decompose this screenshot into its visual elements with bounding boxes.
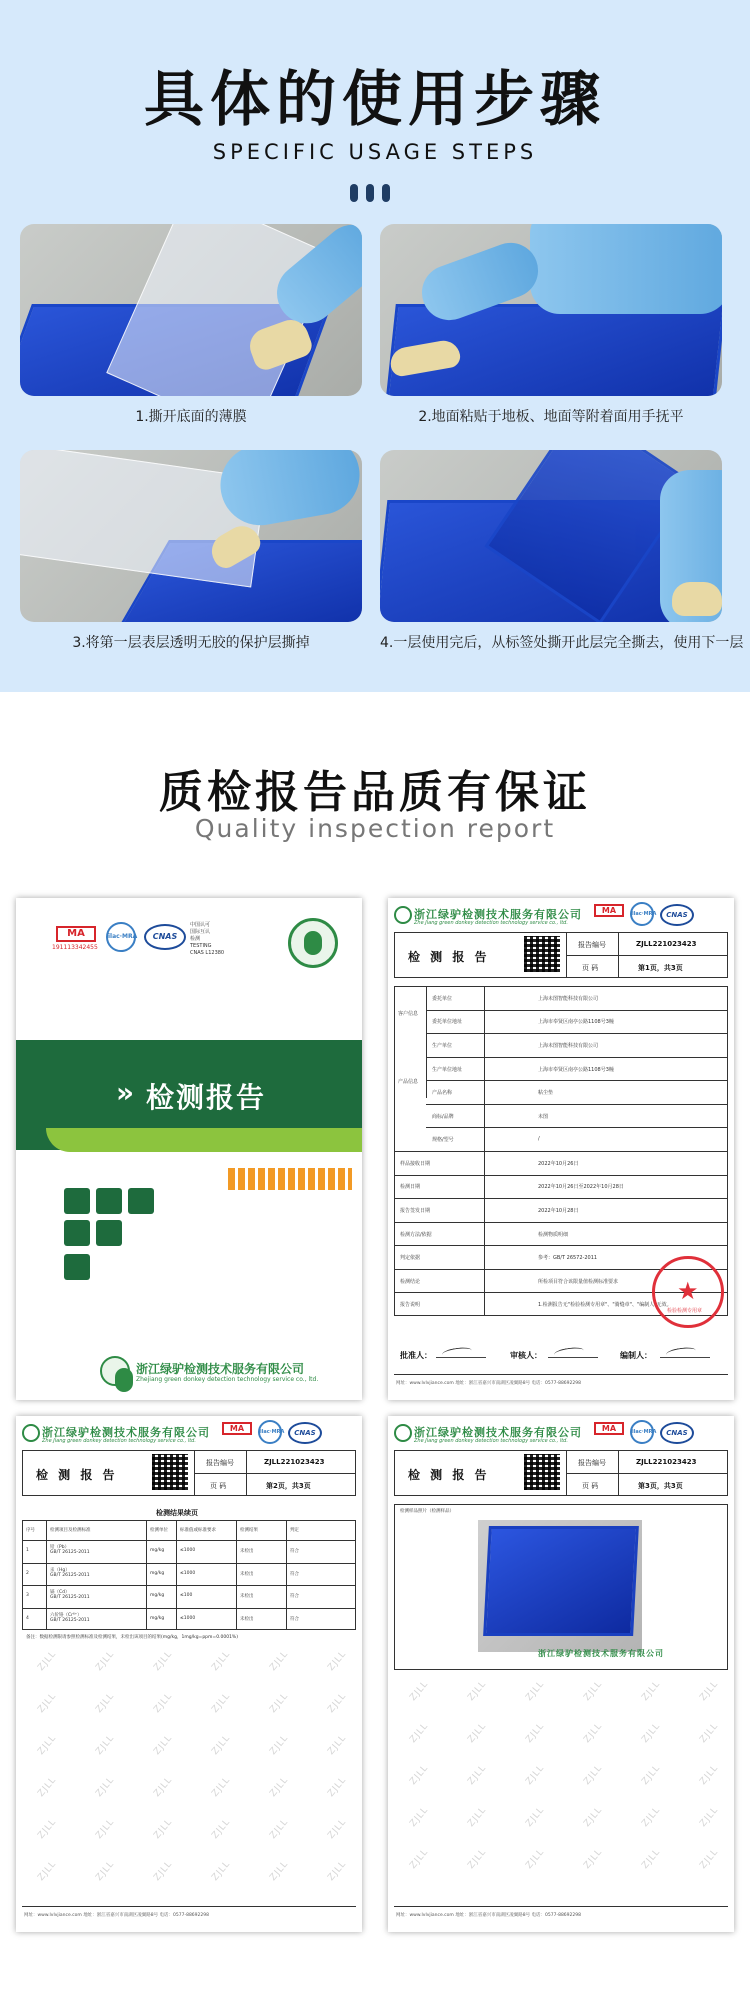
step-3-photo (20, 450, 362, 622)
step-3-caption: 3.将第一层表层透明无胶的保护层撕掉 (72, 635, 310, 651)
watermark-text: ZJLL (94, 1859, 117, 1883)
watermark-text: ZJLL (524, 1805, 547, 1829)
results-cell-result: 未检出 (240, 1571, 254, 1577)
watermark-text: ZJLL (152, 1859, 175, 1883)
info-row-label: 委托单位地址 (432, 1019, 463, 1026)
compiler-label: 编制人： (620, 1351, 652, 1360)
qr-code-icon (152, 1454, 188, 1490)
report-company-name-en: Zhe Jiang green donkey detection technology service co., ltd. (414, 920, 568, 926)
page-label: 页 码 (582, 964, 599, 972)
results-cell-result: 未检出 (240, 1616, 254, 1622)
donkey-logo-icon (288, 918, 338, 968)
info-row-value: 2022年10月26日 (538, 1160, 579, 1167)
cover-square (64, 1254, 90, 1280)
results-header-cell: 序号 (26, 1528, 35, 1533)
watermark-text: ZJLL (326, 1817, 349, 1841)
results-cell-result: 未检出 (240, 1594, 254, 1599)
results-cell-limit: ≤1000 (180, 1615, 196, 1621)
watermark-text: ZJLL (582, 1847, 605, 1871)
report-page-2 (16, 1416, 362, 1932)
ma-logo: MA (594, 904, 624, 917)
report-no-value: ZJLL221023423 (264, 1458, 325, 1466)
results-cell-unit: mg/kg (150, 1570, 165, 1576)
watermark-text: ZJLL (524, 1679, 547, 1703)
page-value: 第1页，共3页 (638, 964, 683, 972)
group-label: 客户信息 (398, 1011, 419, 1017)
cover-company-name: 浙江绿驴检测技术服务有限公司 (136, 1362, 305, 1376)
watermark-text: ZJLL (698, 1679, 721, 1703)
company-logo-icon (394, 906, 412, 924)
report-no-label: 报告编号 (578, 941, 606, 949)
reviewer-signature (548, 1348, 598, 1358)
cnas-logo: CNAS (144, 924, 186, 950)
results-cell-unit: mg/kg (150, 1548, 165, 1553)
info-row-value: 1.检测报告无"检验检测专用章"、"骑缝章"、"编制人"无效。 (538, 1302, 672, 1309)
watermark-text: ZJLL (268, 1817, 291, 1841)
decorative-dots (350, 184, 390, 202)
step-card-2 (380, 224, 722, 426)
results-cell-item: 六价铬（Cr⁶⁺） GB/T 26125-2011 (50, 1612, 90, 1623)
report-header-title: 检 测 报 告 (408, 950, 490, 964)
info-row-value: 所检项目符合该限量值检测标准要求 (538, 1278, 619, 1285)
watermark-text: ZJLL (36, 1649, 59, 1673)
watermark-text: ZJLL (640, 1763, 663, 1787)
qr-code-icon (524, 936, 560, 972)
results-header-cell: 检测单位 (150, 1528, 168, 1533)
info-row-label: 样品接收日期 (400, 1160, 431, 1167)
approver-signature (436, 1348, 486, 1358)
cover-company-name-en: Zhejiang green donkey detection technology service co., ltd. (136, 1376, 319, 1383)
results-cell-no: 3 (26, 1593, 29, 1598)
ilac-mra-icon: ilac·MRA (630, 1420, 654, 1444)
watermark-text: ZJLL (582, 1763, 605, 1787)
info-row-label: 检测方法/依据 (400, 1231, 432, 1238)
info-row-label: 检测结论 (400, 1278, 421, 1285)
watermark-text: ZJLL (408, 1763, 431, 1787)
ma-number: 191113342455 (52, 944, 98, 951)
results-cell-judge: 符合 (290, 1549, 299, 1554)
results-header-cell: 检测结果 (240, 1528, 258, 1533)
company-logo-icon (22, 1424, 40, 1442)
results-cell-limit: ≤1000 (180, 1570, 196, 1576)
report-header-title: 检 测 报 告 (36, 1468, 118, 1482)
watermark-text: ZJLL (268, 1691, 291, 1715)
watermark-text: ZJLL (36, 1775, 59, 1799)
results-cell-item: 汞（Hg） GB/T 26125-2011 (50, 1567, 90, 1578)
photo-caption: 检测样品照片（检测样品） (400, 1509, 454, 1514)
step-2-caption: 2.地面粘贴于地板、地面等附着面用手抚平 (418, 409, 684, 425)
report-page-1 (388, 898, 734, 1400)
cover-orange-pattern (228, 1168, 352, 1190)
info-row-value: 上海市奉贤区南亭公路1108号3幢 (538, 1019, 614, 1026)
results-header-cell: 标准值或标准要求 (180, 1528, 216, 1533)
results-table-title: 检测结果续页 (156, 1509, 198, 1517)
photo-watermark-company: 浙江绿驴检测技术服务有限公司 (538, 1649, 664, 1658)
watermark-text: ZJLL (152, 1817, 175, 1841)
report-footer: 网址：www.lvlvjiance.com 地址：浙江省嘉兴市南湖区凌翼路8号 电话：0577-88692298 (396, 1913, 581, 1918)
step-4-photo (380, 450, 722, 622)
cover-square (96, 1220, 122, 1246)
report-footer: 网址：www.lvlvjiance.com 地址：浙江省嘉兴市南湖区凌翼路8号 电话：0577-88692298 (396, 1381, 581, 1386)
watermark-text: ZJLL (698, 1763, 721, 1787)
ilac-mra-icon: ilac·MRA (630, 902, 654, 926)
cover-square (64, 1188, 90, 1214)
watermark-text: ZJLL (408, 1847, 431, 1871)
report-page-3 (388, 1416, 734, 1932)
info-row-label: 生产单位地址 (432, 1066, 463, 1073)
results-cell-item: 铅（Pb） GB/T 26125-2011 (50, 1545, 90, 1555)
watermark-text: ZJLL (698, 1847, 721, 1871)
group-label: 产品信息 (398, 1079, 419, 1085)
cover-report-title: 检测报告 (146, 1081, 267, 1114)
cover-square (128, 1188, 154, 1214)
ma-logo: MA (222, 1422, 252, 1435)
report-header-title: 检 测 报 告 (408, 1468, 490, 1482)
cover-green-accent (46, 1128, 362, 1152)
watermark-text: ZJLL (210, 1859, 233, 1883)
watermark-text: ZJLL (326, 1733, 349, 1757)
watermark-text: ZJLL (466, 1721, 489, 1745)
compiler-signature (660, 1348, 710, 1358)
watermark-text: ZJLL (36, 1817, 59, 1841)
quality-subtitle: Quality inspection report (194, 814, 556, 843)
step-1-caption: 1.撕开底面的薄膜 (135, 409, 247, 425)
watermark-text: ZJLL (698, 1805, 721, 1829)
report-cover (16, 898, 362, 1400)
ilac-mra-icon: ilac·MRA (258, 1420, 282, 1444)
watermark-text: ZJLL (326, 1775, 349, 1799)
watermark-text: ZJLL (94, 1817, 117, 1841)
results-cell-judge: 符合 (290, 1616, 299, 1622)
stamp-text: 检验检测专用章 (667, 1308, 703, 1314)
results-cell-judge: 符合 (290, 1594, 299, 1599)
report-company-name: 浙江绿驴检测技术服务有限公司 (414, 908, 582, 921)
results-cell-no: 4 (26, 1615, 29, 1621)
info-row-label: 规格/型号 (432, 1137, 454, 1144)
info-row-label: 判定依据 (400, 1255, 421, 1262)
watermark-text: ZJLL (524, 1721, 547, 1745)
watermark-text: ZJLL (640, 1805, 663, 1829)
watermark-text: ZJLL (152, 1733, 175, 1757)
report-no-value: ZJLL221023423 (636, 1458, 697, 1466)
watermark-text: ZJLL (94, 1691, 117, 1715)
watermark-text: ZJLL (210, 1649, 233, 1673)
info-row-value: 检测物质明细 (538, 1231, 569, 1238)
step-card-3 (20, 450, 362, 652)
watermark-text: ZJLL (466, 1805, 489, 1829)
info-row-value: 未图 (538, 1113, 549, 1120)
watermark-text: ZJLL (36, 1691, 59, 1715)
watermark-text: ZJLL (268, 1649, 291, 1673)
company-logo-icon (394, 1424, 412, 1442)
report-no-value: ZJLL221023423 (636, 940, 697, 948)
page-value: 第3页，共3页 (638, 1482, 683, 1490)
ilac-mra-icon: ilac·MRA (106, 922, 136, 952)
watermark-text: ZJLL (210, 1691, 233, 1715)
ma-logo: MA (56, 926, 96, 942)
report-company-name: 浙江绿驴检测技术服务有限公司 (414, 1426, 582, 1439)
info-row-value: 上海未图智能科技有限公司 (538, 1042, 599, 1049)
watermark-text: ZJLL (152, 1775, 175, 1799)
info-row-label: 报告签发日期 (400, 1207, 431, 1214)
report-no-label: 报告编号 (206, 1459, 234, 1467)
qr-code-icon (524, 1454, 560, 1490)
info-row-label: 产品名称 (432, 1090, 453, 1097)
watermark-text: ZJLL (466, 1847, 489, 1871)
watermark-text: ZJLL (640, 1679, 663, 1703)
watermark-text: ZJLL (408, 1805, 431, 1829)
page-value: 第2页，共3页 (266, 1482, 311, 1490)
cover-square (96, 1188, 122, 1214)
watermark-text: ZJLL (582, 1679, 605, 1703)
info-row-label: 商标/品牌 (432, 1113, 454, 1120)
watermark-text: ZJLL (524, 1763, 547, 1787)
watermark-text: ZJLL (268, 1733, 291, 1757)
company-logo-icon (100, 1356, 130, 1386)
chevron-right-icon: » (116, 1076, 135, 1109)
results-header-cell: 检测项目及检测标准 (50, 1528, 91, 1533)
report-company-name-en: Zhe Jiang green donkey detection technology service co., ltd. (414, 1438, 568, 1444)
watermark-text: ZJLL (582, 1805, 605, 1829)
info-row-value: 2022年10月26日至2022年10月28日 (538, 1184, 624, 1191)
results-cell-judge: 符合 (290, 1571, 299, 1577)
watermark-text: ZJLL (94, 1733, 117, 1757)
watermark-text: ZJLL (326, 1859, 349, 1883)
page-label: 页 码 (582, 1482, 599, 1490)
cert-text: 中国认可 国际互认 检测 TESTING CNAS L12380 (190, 922, 225, 956)
cnas-logo: CNAS (660, 904, 694, 926)
watermark-text: ZJLL (36, 1859, 59, 1883)
ma-logo: MA (594, 1422, 624, 1435)
report-no-label: 报告编号 (578, 1459, 606, 1467)
results-header-cell: 判定 (290, 1528, 299, 1533)
watermark-text: ZJLL (466, 1679, 489, 1703)
step-card-4 (380, 450, 744, 652)
sample-mat (483, 1526, 639, 1636)
watermark-text: ZJLL (210, 1775, 233, 1799)
watermark-text: ZJLL (408, 1721, 431, 1745)
usage-section (0, 0, 750, 692)
step-2-photo (380, 224, 722, 396)
watermark-text: ZJLL (36, 1733, 59, 1757)
watermark-text: ZJLL (326, 1691, 349, 1715)
results-cell-result: 未检出 (240, 1549, 254, 1554)
info-row-label: 报告说明 (400, 1302, 421, 1309)
info-row-value: / (538, 1136, 540, 1143)
results-cell-no: 1 (26, 1548, 29, 1553)
results-cell-limit: ≤1000 (180, 1548, 196, 1553)
watermark-text: ZJLL (210, 1733, 233, 1757)
watermark-text: ZJLL (210, 1817, 233, 1841)
results-cell-item: 镉（Cd） GB/T 26125-2011 (50, 1590, 90, 1600)
info-row-label: 委托单位 (432, 995, 453, 1002)
info-row-value: 参考：GB/T 26572-2011 (538, 1255, 598, 1262)
info-row-value: 粘尘垫 (538, 1090, 554, 1097)
page-label: 页 码 (210, 1482, 227, 1490)
report-company-name-en: Zhe Jiang green donkey detection technology service co., ltd. (42, 1438, 196, 1444)
star-icon: ★ (677, 1277, 699, 1305)
info-row-value: 上海未图智能科技有限公司 (538, 995, 599, 1002)
approver-label: 批准人： (400, 1351, 432, 1360)
watermark-text: ZJLL (698, 1721, 721, 1745)
watermark-text: ZJLL (152, 1691, 175, 1715)
results-note: 备注：数据检测限请参照检测标准及检测结果，未检出该项目的结果(mg/kg，1mg/kg=ppm=0.0001%) (26, 1635, 238, 1640)
usage-title: 具体的使用步骤 (144, 65, 606, 135)
watermark-text: ZJLL (640, 1721, 663, 1745)
info-row-label: 检测日期 (400, 1184, 421, 1191)
watermark-text: ZJLL (94, 1775, 117, 1799)
results-cell-unit: mg/kg (150, 1615, 165, 1621)
results-cell-unit: mg/kg (150, 1593, 165, 1598)
cnas-logo: CNAS (288, 1422, 322, 1444)
watermark-text: ZJLL (466, 1763, 489, 1787)
results-cell-limit: ≤100 (180, 1593, 193, 1598)
report-footer: 网址：www.lvlvjiance.com 地址：浙江省嘉兴市南湖区凌翼路8号 电话：0577-88692298 (24, 1913, 209, 1918)
step-card-1 (20, 224, 362, 426)
watermark-text: ZJLL (524, 1847, 547, 1871)
info-row-label: 生产单位 (432, 1042, 453, 1049)
watermark-text: ZJLL (268, 1775, 291, 1799)
watermark-text: ZJLL (94, 1649, 117, 1673)
watermark-text: ZJLL (326, 1649, 349, 1673)
watermark-text: ZJLL (640, 1847, 663, 1871)
quality-title: 质检报告品质有保证 (159, 767, 591, 818)
step-4-caption: 4.一层使用完后，从标签处撕开此层完全撕去，使用下一层 (380, 635, 744, 651)
reviewer-label: 审核人： (510, 1351, 542, 1360)
step-1-photo (20, 224, 362, 396)
cover-square (64, 1220, 90, 1246)
usage-subtitle: SPECIFIC USAGE STEPS (212, 140, 538, 164)
info-row-value: 上海市奉贤区南亭公路1108号3幢 (538, 1066, 614, 1073)
report-company-name: 浙江绿驴检测技术服务有限公司 (42, 1426, 210, 1439)
watermark-text: ZJLL (152, 1649, 175, 1673)
watermark-text: ZJLL (582, 1721, 605, 1745)
cnas-logo: CNAS (660, 1422, 694, 1444)
watermark-text: ZJLL (268, 1859, 291, 1883)
inspection-stamp (652, 1256, 724, 1328)
watermark-text: ZJLL (408, 1679, 431, 1703)
info-row-value: 2022年10月28日 (538, 1207, 579, 1214)
results-cell-no: 2 (26, 1570, 29, 1576)
